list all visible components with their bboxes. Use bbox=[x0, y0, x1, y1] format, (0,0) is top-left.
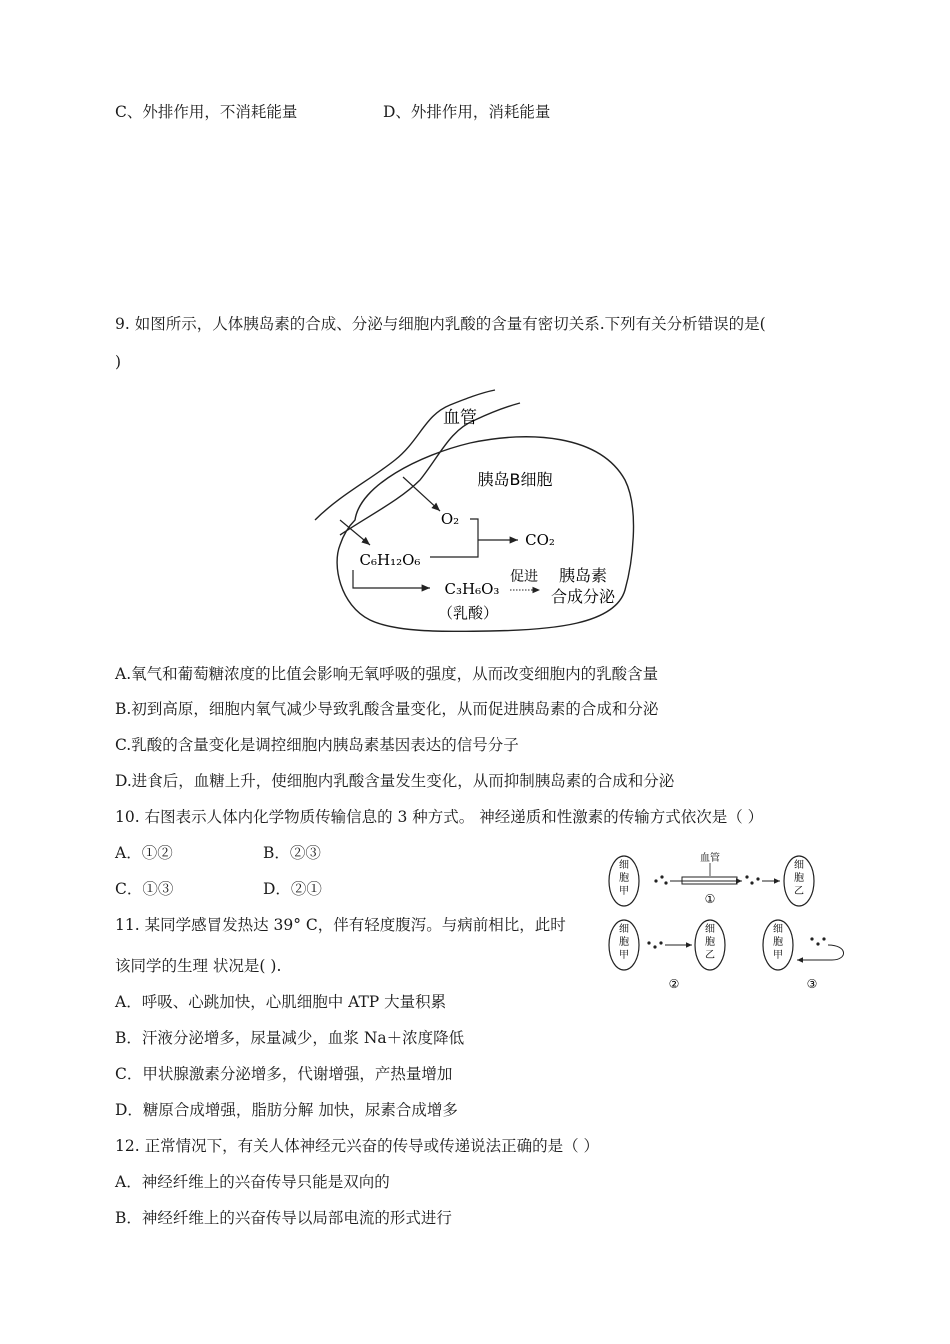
label-promote: 促进 bbox=[510, 569, 538, 585]
label-insulin-1: 胰岛素 bbox=[558, 566, 608, 585]
arrow-to-lactate bbox=[353, 570, 430, 588]
svg-text:乙: 乙 bbox=[705, 950, 715, 961]
label-co2: CO₂ bbox=[525, 531, 555, 549]
label-blood-vessel: 血管 bbox=[443, 408, 477, 428]
label-islet-b-cell: 胰岛B细胞 bbox=[477, 470, 553, 489]
label-o2: O₂ bbox=[440, 510, 460, 528]
mark-1: ① bbox=[704, 892, 716, 906]
q10-figure-transmission bbox=[602, 848, 852, 993]
svg-text:胞: 胞 bbox=[773, 937, 783, 948]
q12-option-a: A．神经纤维上的兴奋传导只能是双向的 bbox=[115, 1173, 390, 1191]
q10-option-a: A．①② bbox=[115, 844, 173, 862]
q12-option-b: B．神经纤维上的兴奋传导以局部电流的形式进行 bbox=[115, 1209, 452, 1227]
svg-text:甲: 甲 bbox=[619, 886, 629, 897]
blood-vessel-wall-inner bbox=[340, 403, 520, 535]
q9-figure-insulin-cell bbox=[300, 385, 640, 635]
q9-stem-end: ) bbox=[115, 353, 122, 371]
q9-option-b: B.初到高原，细胞内氧气减少导致乳酸含量变化，从而促进胰岛素的合成和分泌 bbox=[115, 700, 659, 718]
svg-text:胞: 胞 bbox=[619, 937, 629, 948]
svg-text:甲: 甲 bbox=[619, 950, 629, 961]
svg-text:细: 细 bbox=[705, 924, 715, 935]
label-lactate: C₃H₆O₃ bbox=[444, 580, 500, 598]
arrow-o2-in bbox=[403, 477, 440, 511]
q11-stem-2: 该同学的生理 状况是( ). bbox=[115, 957, 282, 975]
svg-text:胞: 胞 bbox=[619, 873, 629, 884]
q9-option-a: A.氧气和葡萄糖浓度的比值会影响无氧呼吸的强度，从而改变细胞内的乳酸含量 bbox=[115, 665, 659, 683]
svg-text:细: 细 bbox=[773, 924, 783, 935]
q9-option-c: C.乳酸的含量变化是调控细胞内胰岛素基因表达的信号分子 bbox=[115, 736, 519, 754]
label-vessel: 血管 bbox=[700, 853, 720, 864]
label-insulin-2: 合成分泌 bbox=[550, 587, 616, 606]
svg-text:胞: 胞 bbox=[794, 873, 804, 884]
q11-stem-1: 11. 某同学感冒发热达 39° C，伴有轻度腹泻。与病前相比，此时 bbox=[115, 916, 566, 934]
q12-stem: 12. 正常情况下，有关人体神经元兴奋的传导或传递说法正确的是（ ） bbox=[115, 1137, 600, 1155]
q10-option-b: B．②③ bbox=[263, 844, 321, 862]
q10-stem: 10. 右图表示人体内化学物质传输信息的 3 种方式。 神经递质和性激素的传输方式依次是（ ） bbox=[115, 808, 764, 826]
svg-text:甲: 甲 bbox=[773, 950, 783, 961]
q10-option-d: D．②① bbox=[263, 880, 322, 898]
q9-option-d: D.进食后，血糖上升，使细胞内乳酸含量发生变化，从而抑制胰岛素的合成和分泌 bbox=[115, 772, 675, 790]
mark-3: ③ bbox=[806, 977, 818, 991]
svg-text:细: 细 bbox=[619, 924, 629, 935]
q9-stem: 9. 如图所示，人体胰岛素的合成、分泌与细胞内乳酸的含量有密切关系.下列有关分析错误的是( bbox=[115, 315, 766, 333]
q11-option-c: C．甲状腺激素分泌增多，代谢增强，产热量增加 bbox=[115, 1065, 453, 1083]
q8-option-c: C、外排作用，不消耗能量 bbox=[115, 103, 298, 121]
q11-option-a: A．呼吸、心跳加快，心肌细胞中 ATP 大量积累 bbox=[115, 993, 447, 1011]
q10-option-c: C．①③ bbox=[115, 880, 174, 898]
q11-option-b: B．汗液分泌增多，尿量减少，血浆 Na＋浓度降低 bbox=[115, 1029, 465, 1047]
svg-text:细: 细 bbox=[794, 860, 804, 871]
label-glucose: C₆H₁₂O₆ bbox=[359, 551, 421, 569]
svg-text:乙: 乙 bbox=[794, 886, 804, 897]
label-lactate-name: （乳酸） bbox=[437, 604, 499, 622]
cell-jia-1-label: 细 bbox=[619, 860, 629, 871]
svg-text:胞: 胞 bbox=[705, 937, 715, 948]
q8-option-d: D、外排作用，消耗能量 bbox=[383, 103, 551, 121]
mark-2: ② bbox=[668, 977, 680, 991]
q11-option-d: D．糖原合成增强，脂肪分解 加快，尿素合成增多 bbox=[115, 1101, 458, 1119]
